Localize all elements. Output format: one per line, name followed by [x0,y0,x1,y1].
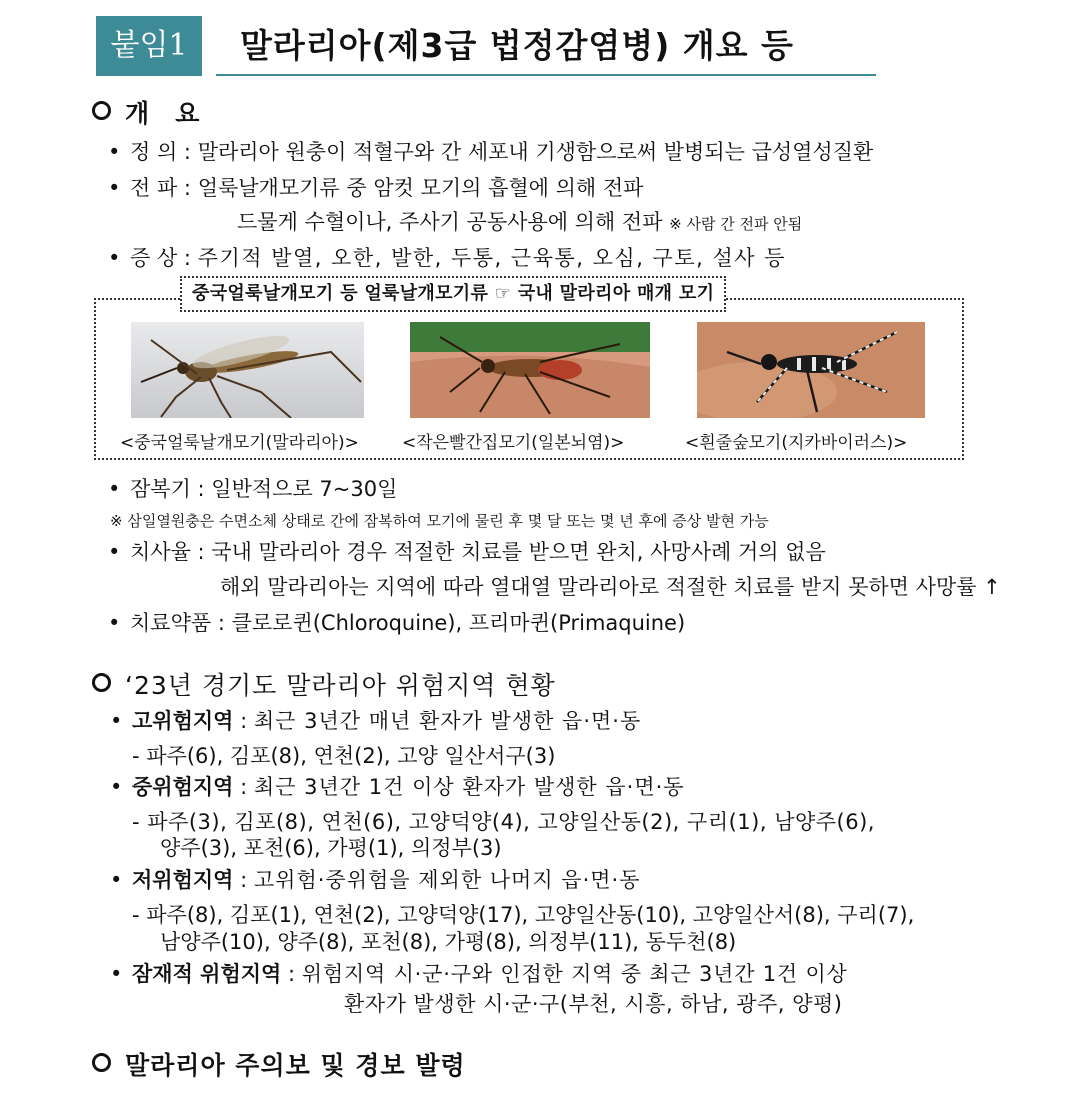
drugs-row [108,607,685,637]
low-risk-separator: : [240,868,248,892]
medium-risk-desc: 최근 3년간 1건 이상 환자가 발생한 읍·면·동 [253,775,685,799]
incubation-note: ※ 삼일열원충은 수면소체 상태로 간에 잠복하여 모기에 물린 후 몇 달 또는 몇 년 후에 증상 발현 가능 [110,512,769,530]
transmission-note: ※ 사람 간 전파 안됨 [669,215,803,233]
high-risk-separator: : [240,709,248,733]
potential-risk-label: 잠재적 위험지역 [132,962,282,986]
fatality-row [108,536,826,566]
transmission-label: 전 파 : [130,176,191,200]
low-risk-list-1: - 파주(8), 김포(1), 연천(2), 고양덕양(17), 고양일산동(10), 고양일산서(8), 구리(7), [132,903,915,927]
high-risk-list: - 파주(6), 김포(8), 연천(2), 고양 일산서구(3) [132,744,556,768]
bullet-icon: • [110,775,123,799]
section-heading-text: ‘23년 경기도 말라리아 위험지역 현황 [125,671,556,700]
bullet-icon: • [108,611,121,635]
culex-photo [410,322,650,418]
section-heading-alert [92,1046,466,1082]
transmission-row [108,172,643,202]
definition-text: 말라리아 원충이 적혈구와 간 세포내 기생함으로써 발병되는 급성열성질환 [197,140,874,164]
title-underline [216,74,876,76]
aedes-photo [697,322,925,418]
caption-culex: <작은빨간집모기(일본뇌염)> [402,433,625,453]
potential-risk-line2: 환자가 발생한 시·군·구(부천, 시흥, 하남, 광주, 양평) [344,992,843,1016]
incubation-row [108,473,397,503]
bullet-icon: • [108,246,121,270]
bullet-icon: • [108,176,121,200]
medium-risk-separator: : [240,775,248,799]
fatality-label: 치사율 : [130,540,205,564]
section-heading-overview [92,94,199,130]
high-risk-row [110,705,641,735]
vector-box-label: 중국얼룩날개모기 등 얼룩날개모기류 ☞ 국내 말라리아 매개 모기 [180,276,726,312]
bullet-icon: • [110,962,123,986]
bullet-icon: • [108,540,121,564]
circle-bullet-icon [92,673,111,692]
symptoms-label: 증 상 : [130,246,191,270]
high-risk-label: 고위험지역 [132,709,234,733]
symptoms-text: 주기적 발열, 오한, 발한, 두통, 근육통, 오심, 구토, 설사 등 [197,246,786,270]
low-risk-label: 저위험지역 [132,868,234,892]
definition-row [108,136,873,166]
incubation-label: 잠복기 : [130,477,205,501]
drugs-label: 치료약품 : [130,611,225,635]
transmission-line1: 얼룩날개모기류 중 암컷 모기의 흡혈에 의해 전파 [197,176,644,200]
drugs-text: 클로로퀸(Chloroquine), 프리마퀸(Primaquine) [231,611,686,635]
potential-risk-separator: : [288,962,296,986]
anopheles-photo [131,322,364,418]
caption-anopheles: <중국얼룩날개모기(말라리아)> [120,433,359,453]
potential-risk-line1: 위험지역 시·군·구와 인접한 지역 중 최근 3년간 1건 이상 [301,962,848,986]
potential-risk-row [110,958,848,988]
medium-risk-list-1: - 파주(3), 김포(8), 연천(6), 고양덕양(4), 고양일산동(2), 구리(1), 남양주(6), [132,810,875,834]
low-risk-row [110,864,641,894]
attachment-badge: 붙임1 [96,16,202,76]
circle-bullet-icon [92,1053,111,1072]
page-title: 말라리아(제3급 법정감염병) 개요 등 [240,26,794,65]
fatality-line2: 해외 말라리아는 지역에 따라 열대열 말라리아로 적절한 치료를 받지 못하면 사망률 ↑ [220,575,1001,599]
bullet-icon: • [110,868,123,892]
medium-risk-label: 중위험지역 [132,775,234,799]
medium-risk-row [110,771,685,801]
low-risk-desc: 고위험·중위험을 제외한 나머지 읍·면·동 [253,868,641,892]
bullet-icon: • [108,140,121,164]
circle-bullet-icon [92,101,111,120]
section-heading-text: 개 요 [125,99,200,128]
fatality-line1: 국내 말라리아 경우 적절한 치료를 받으면 완치, 사망사례 거의 없음 [211,540,826,564]
high-risk-desc: 최근 3년간 매년 환자가 발생한 읍·면·동 [253,709,642,733]
definition-label: 정 의 : [130,140,191,164]
section-heading-risk [92,666,556,702]
transmission-line2: 드물게 수혈이나, 주사기 공동사용에 의해 전파 [237,210,663,234]
symptoms-row [108,242,786,272]
low-risk-list-2: 남양주(10), 양주(8), 포천(8), 가평(8), 의정부(11), 동두천(8) [160,930,737,954]
transmission-line2-row [237,206,802,236]
medium-risk-list-2: 양주(3), 포천(6), 가평(1), 의정부(3) [160,836,502,860]
bullet-icon: • [110,709,123,733]
section-heading-text: 말라리아 주의보 및 경보 발령 [125,1051,466,1080]
bullet-icon: • [108,477,121,501]
incubation-text: 일반적으로 7~30일 [211,477,398,501]
caption-aedes: <흰줄숲모기(지카바이러스)> [685,433,908,453]
